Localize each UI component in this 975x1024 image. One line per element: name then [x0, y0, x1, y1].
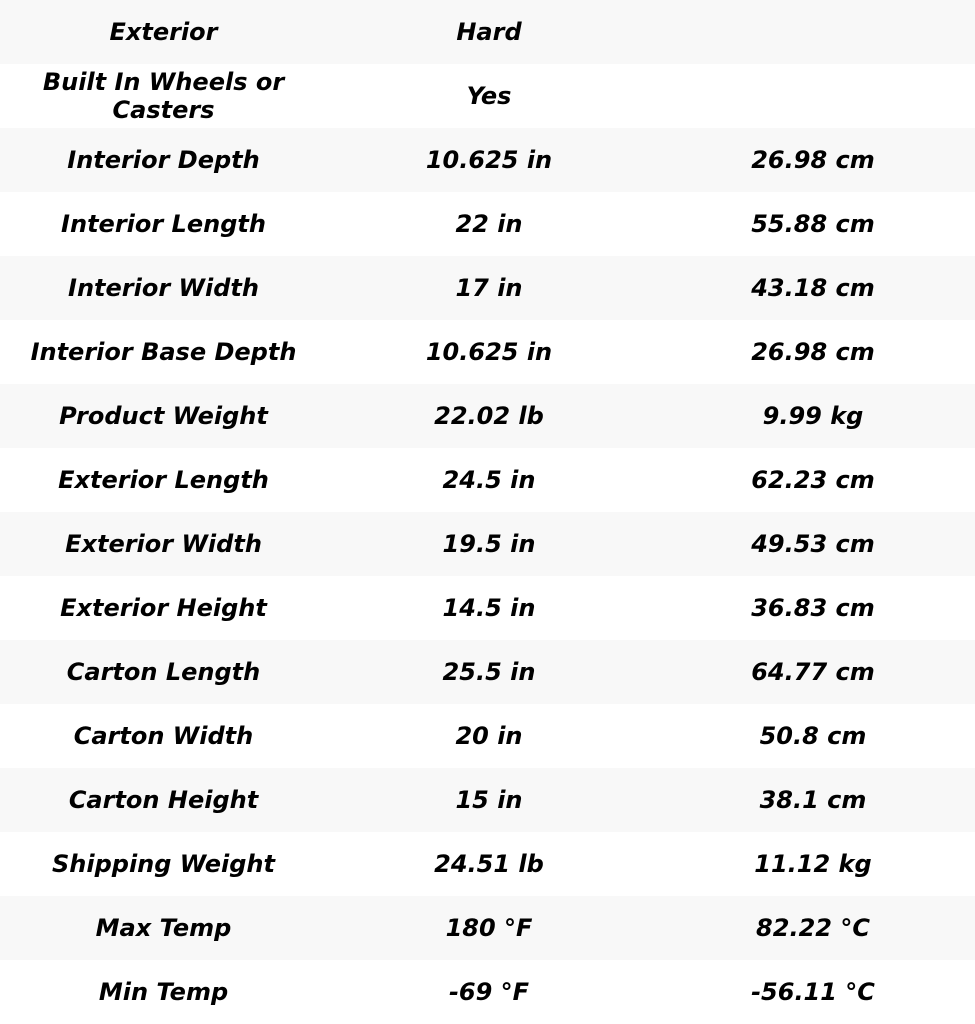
spec-value-imperial: 24.5 in: [442, 466, 536, 494]
spec-label: Exterior Height: [60, 594, 267, 622]
spec-label: Product Weight: [59, 402, 268, 430]
spec-row-min-temp: [0, 960, 975, 1024]
spec-value-imperial: Hard: [456, 18, 522, 46]
spec-value-imperial: 20 in: [455, 722, 523, 750]
spec-label: Min Temp: [98, 978, 229, 1006]
spec-row-exterior: [0, 0, 975, 64]
spec-row-exterior-length: [0, 448, 975, 512]
spec-value-imperial: 10.625 in: [425, 338, 553, 366]
spec-value-metric: 11.12 kg: [754, 850, 872, 878]
spec-value-metric: 26.98 cm: [751, 338, 875, 366]
spec-value-imperial: 17 in: [455, 274, 523, 302]
spec-label: Interior Width: [68, 274, 259, 302]
spec-value-metric: 82.22 °C: [756, 914, 870, 942]
spec-value-imperial: Yes: [466, 82, 512, 110]
spec-value-metric: -56.11 °C: [751, 978, 875, 1006]
spec-value-imperial: 180 °F: [445, 914, 533, 942]
spec-value-metric: 38.1 cm: [759, 786, 867, 814]
spec-row-product-weight: [0, 384, 975, 448]
spec-label: Max Temp: [95, 914, 232, 942]
spec-row-interior-length: [0, 192, 975, 256]
spec-value-metric: 62.23 cm: [751, 466, 875, 494]
spec-row-exterior-width: [0, 512, 975, 576]
spec-value-imperial: 14.5 in: [442, 594, 536, 622]
spec-value-imperial: 22.02 lb: [434, 402, 544, 430]
spec-value-metric: 36.83 cm: [751, 594, 875, 622]
spec-row-interior-depth: [0, 128, 975, 192]
spec-value-metric: 26.98 cm: [751, 146, 875, 174]
spec-label: Interior Base Depth: [30, 338, 297, 366]
spec-row-shipping-weight: [0, 832, 975, 896]
spec-row-built-in-wheels: [0, 64, 975, 128]
spec-row-carton-length: [0, 640, 975, 704]
spec-label: Built In Wheels or Casters: [42, 68, 285, 124]
spec-label: Carton Length: [66, 658, 261, 686]
spec-value-metric: 55.88 cm: [751, 210, 875, 238]
spec-row-interior-base-depth: [0, 320, 975, 384]
spec-value-metric: 50.8 cm: [759, 722, 867, 750]
spec-value-metric: 49.53 cm: [751, 530, 875, 558]
spec-label: Interior Length: [61, 210, 266, 238]
spec-value-imperial: 22 in: [455, 210, 523, 238]
spec-value-imperial: -69 °F: [448, 978, 530, 1006]
spec-label: Carton Width: [73, 722, 254, 750]
spec-row-carton-height: [0, 768, 975, 832]
spec-value-imperial: 24.51 lb: [434, 850, 544, 878]
spec-label: Exterior Width: [65, 530, 262, 558]
spec-label: Shipping Weight: [52, 850, 275, 878]
spec-value-metric: 9.99 kg: [762, 402, 864, 430]
spec-value-imperial: 19.5 in: [442, 530, 536, 558]
spec-row-carton-width: [0, 704, 975, 768]
spec-value-metric: 64.77 cm: [751, 658, 875, 686]
spec-row-exterior-height: [0, 576, 975, 640]
spec-value-imperial: 10.625 in: [425, 146, 553, 174]
spec-value-metric: [651, 64, 975, 128]
spec-label: Exterior Length: [58, 466, 269, 494]
spec-label: Carton Height: [68, 786, 259, 814]
spec-value-imperial: 15 in: [455, 786, 523, 814]
spec-label: Interior Depth: [67, 146, 260, 174]
spec-value-metric: 43.18 cm: [751, 274, 875, 302]
spec-label: Exterior: [109, 18, 218, 46]
spec-row-max-temp: [0, 896, 975, 960]
spec-value-metric: [651, 0, 975, 64]
spec-value-imperial: 25.5 in: [442, 658, 536, 686]
spec-row-interior-width: [0, 256, 975, 320]
